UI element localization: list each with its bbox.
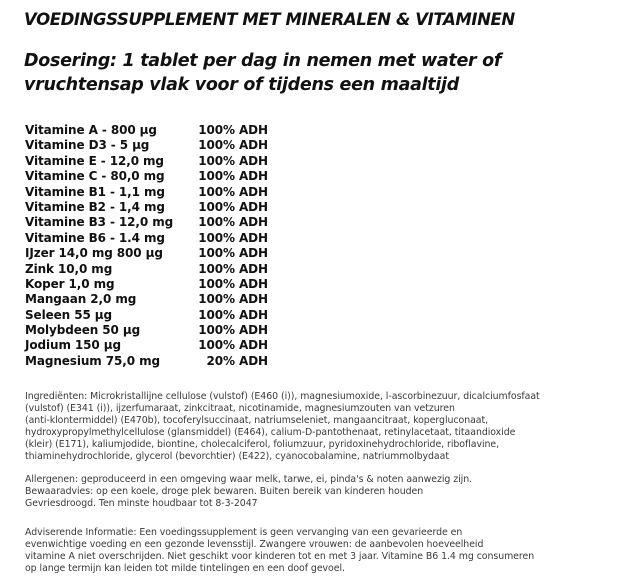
nutrient-row (25, 123, 268, 138)
nutrient-table (25, 123, 268, 369)
nutrient-name: Molybdeen 50 µg (25, 323, 141, 338)
nutrient-row (25, 308, 268, 323)
nutrient-name: Mangaan 2,0 mg (25, 292, 137, 307)
nutrient-adh: 100% ADH (198, 261, 268, 276)
nutrient-adh: 100% ADH (198, 138, 268, 153)
ingredients-paragraph (25, 391, 615, 464)
nutrient-name: Seleen 55 µg (25, 307, 112, 322)
nutrient-adh: 100% ADH (198, 307, 268, 322)
best-before-line: Gevriesdroogd. Ten minste houdbaar tot 8-3-2047 (25, 498, 258, 510)
nutrient-adh: 100% ADH (198, 153, 268, 168)
nutrient-adh: 100% ADH (198, 323, 268, 338)
advisory-line: Adviserende Informatie: Een voedingssupplement is geen vervanging van een gevarieerde en (25, 527, 463, 538)
nutrient-adh: 100% ADH (198, 246, 268, 261)
nutrient-row (25, 154, 268, 169)
advisory-line: vitamine A niet overschrijden. Niet geschikt voor kinderen tot en met 3 jaar. Vitamine B6 1.4 mg consumeren (25, 551, 535, 563)
nutrient-row (25, 292, 268, 307)
nutrient-name: Vitamine A - 800 µg (25, 123, 157, 137)
advisory-line: evenwichtige voeding en een gezonde levensstijl. Zwangere vrouwen: de aanbevolen hoeveelheid (25, 539, 484, 551)
nutrient-name: Zink 10,0 mg (25, 261, 113, 276)
nutrient-adh: 100% ADH (198, 123, 268, 137)
nutrient-adh: 100% ADH (198, 169, 268, 184)
allergens-line: Allergenen: geproduceerd in een omgeving waar melk, tarwe, ei, pinda's & noten aanwezig zijn. (25, 474, 473, 485)
storage-advice-line: Bewaaradvies: op een koele, droge plek bewaren. Buiten bereik van kinderen houden (25, 486, 424, 498)
dosage-line: vruchtensap vlak voor of tijdens een maaltijd (24, 75, 459, 95)
nutrient-row (25, 169, 268, 184)
product-title: VOEDINGSSUPPLEMENT MET MINERALEN & VITAMINEN (24, 10, 515, 29)
nutrient-row (25, 215, 268, 230)
nutrient-row (25, 338, 268, 353)
nutrient-row (25, 138, 268, 153)
nutrient-row (25, 246, 268, 261)
ingredients-line: thiaminehydrochloride, glycerol (bevorchtier) (E422), cyanocobalamine, natriummolbydaat (25, 451, 449, 463)
nutrient-row (25, 354, 268, 369)
allergens-storage-paragraph (25, 474, 615, 510)
dosage-instructions (24, 49, 584, 97)
ingredients-line: (vulstof) (E341 (i)), ijzerfumaraat, zinkcitraat, nicotinamide, magnesiumzouten van vetzuren (25, 403, 455, 415)
nutrient-adh: 100% ADH (198, 276, 268, 291)
nutrient-adh: 100% ADH (198, 338, 268, 353)
nutrient-name: Vitamine C - 80,0 mg (25, 169, 165, 184)
nutrient-name: Jodium 150 µg (25, 338, 121, 353)
nutrient-row (25, 231, 268, 246)
nutrient-name: Vitamine B2 - 1,4 mg (25, 199, 165, 214)
advisory-line: op lange termijn kan leiden tot milde tintelingen en een doof gevoel. (25, 563, 345, 575)
nutrient-row (25, 185, 268, 200)
nutrient-name: IJzer 14,0 mg 800 µg (25, 246, 163, 261)
ingredients-line: Ingrediënten: Microkristallijne cellulose (vulstof) (E460 (i)), magnesiumoxide, l-ascorbinezuur, dicalciumfosfaat (25, 391, 540, 402)
nutrient-name: Vitamine B6 - 1.4 mg (25, 230, 165, 245)
nutrient-adh: 20% ADH (206, 353, 268, 368)
nutrient-row (25, 200, 268, 215)
nutrient-row (25, 323, 268, 338)
nutrient-name: Koper 1,0 mg (25, 276, 115, 291)
advisory-paragraph (25, 527, 615, 575)
nutrient-row (25, 277, 268, 292)
nutrient-row (25, 262, 268, 277)
dosage-line: Dosering: 1 tablet per dag in nemen met water of (24, 51, 502, 71)
nutrient-adh: 100% ADH (198, 292, 268, 307)
nutrient-name: Vitamine E - 12,0 mg (25, 153, 164, 168)
nutrient-name: Vitamine B1 - 1,1 mg (25, 184, 165, 199)
nutrient-adh: 100% ADH (198, 215, 268, 230)
ingredients-line: (anti-klontermiddel) (E470b), tocoferylsuccinaat, natriumseleniet, mangaancitraat, kopergluconaat, (25, 415, 489, 427)
nutrient-name: Magnesium 75,0 mg (25, 353, 160, 368)
nutrient-adh: 100% ADH (198, 184, 268, 199)
ingredients-line: hydroxypropylmethylcellulose (glansmiddel) (E464), calium-D-pantothenaat, retinylacetaat, titaandioxide (25, 427, 516, 439)
nutrient-adh: 100% ADH (198, 230, 268, 245)
ingredients-line: (kleir) (E171), kaliumjodide, biontine, cholecalciferol, foliumzuur, pyridoxinehydrochloride, riboflavine, (25, 439, 500, 451)
nutrient-name: Vitamine B3 - 12,0 mg (25, 215, 174, 230)
nutrient-name: Vitamine D3 - 5 µg (25, 138, 150, 153)
nutrient-adh: 100% ADH (198, 199, 268, 214)
